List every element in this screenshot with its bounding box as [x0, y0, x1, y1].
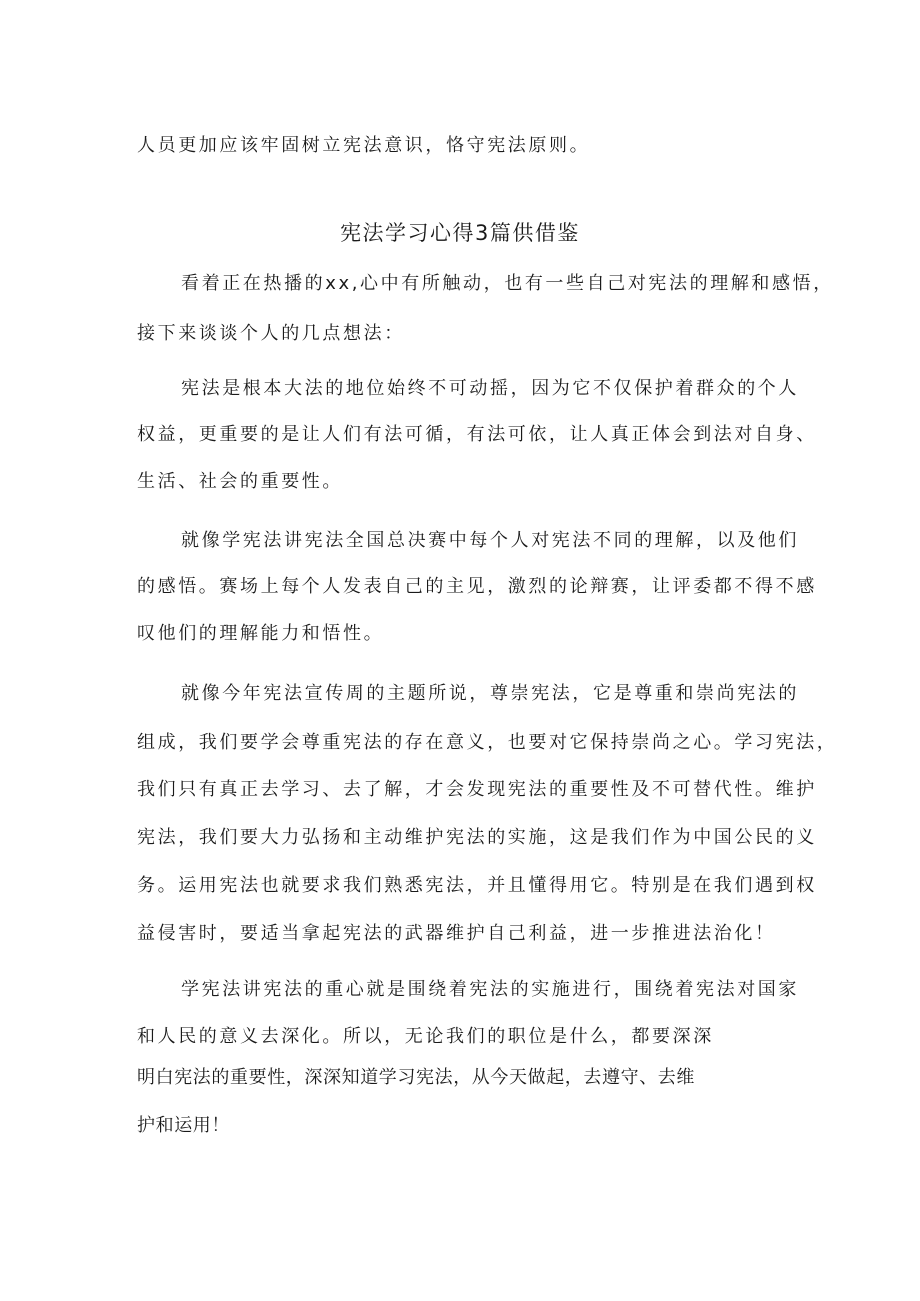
paragraph-4-line-3: 我们只有真正去学习、去了解，才会发现宪法的重要性及不可替代性。维护: [137, 779, 817, 800]
lead-line: 人员更加应该牢固树立宪法意识，恪守宪法原则。: [137, 135, 591, 156]
paragraph-5-line-4: 护和运用！: [137, 1115, 230, 1136]
paragraph-3-line-2: 的感悟。赛场上每个人发表自己的主见，激烈的论辩赛，让评委都不得不感: [137, 576, 817, 597]
paragraph-4-line-1: 就像今年宪法宣传周的主题所说，尊崇宪法，它是尊重和崇尚宪法的: [181, 683, 799, 704]
paragraph-4-line-5: 务。运用宪法也就要求我们熟悉宪法，并且懂得用它。特别是在我们遇到权: [137, 875, 817, 896]
paragraph-3-line-1: 就像学宪法讲宪法全国总决赛中每个人对宪法不同的理解，以及他们: [181, 530, 799, 551]
paragraph-5-line-3: 明白宪法的重要性，深深知道学习宪法，从今天做起，去遵守、去维: [137, 1067, 695, 1088]
paragraph-1-line-1: 看着正在热播的xx,心中有所触动，也有一些自己对宪法的理解和感悟，: [181, 273, 834, 294]
paragraph-5-line-1: 学宪法讲宪法的重心就是围绕着宪法的实施进行，围绕着宪法对国家: [181, 979, 799, 1000]
paragraph-1-line-2: 接下来谈谈个人的几点想法：: [137, 323, 405, 344]
paragraph-4-line-2: 组成，我们要学会尊重宪法的存在意义，也要对它保持崇尚之心。学习宪法，: [137, 732, 838, 753]
paragraph-4-line-6: 益侵害时，要适当拿起宪法的武器维护自己利益，进一步推进法治化！: [137, 923, 776, 944]
paragraph-2-line-2: 权益，更重要的是让人们有法可循，有法可依，让人真正体会到法对自身、: [137, 424, 817, 445]
paragraph-2-line-3: 生活、社会的重要性。: [137, 471, 343, 492]
document-title: 宪法学习心得3篇供借鉴: [340, 221, 580, 245]
paragraph-2-line-1: 宪法是根本大法的地位始终不可动摇，因为它不仅保护着群众的个人: [181, 378, 799, 399]
paragraph-4-line-4: 宪法，我们要大力弘扬和主动维护宪法的实施，这是我们作为中国公民的义: [137, 827, 817, 848]
paragraph-5-line-2: 和人民的意义去深化。所以，无论我们的职位是什么，都要深深: [137, 1026, 714, 1047]
paragraph-3-line-3: 叹他们的理解能力和悟性。: [137, 623, 385, 644]
